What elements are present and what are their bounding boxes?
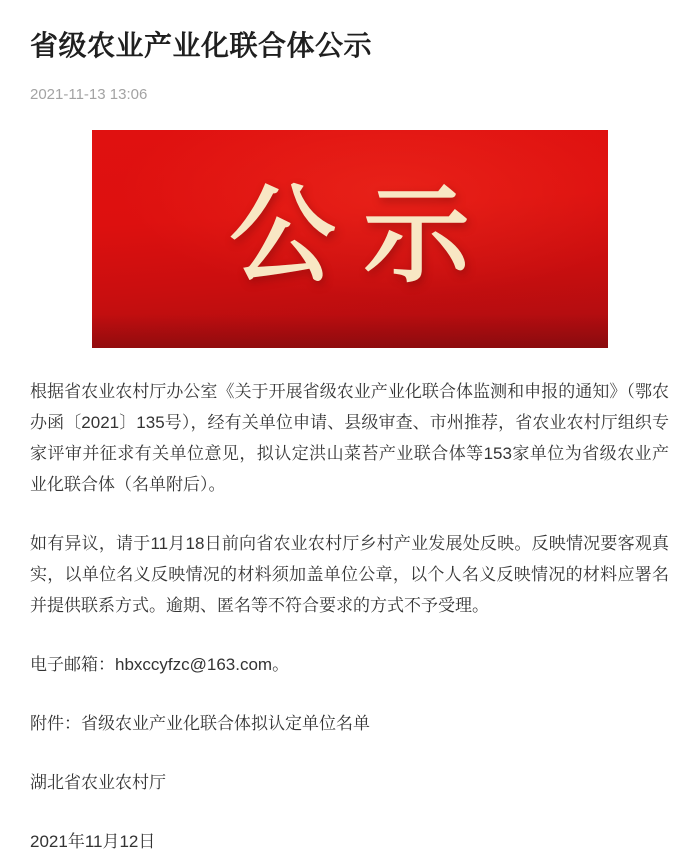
article-body bbox=[30, 376, 669, 857]
paragraph-objection-instructions: 如有异议，请于11月18日前向省农业农村厅乡村产业发展处反映。反映情况要客观真实，以单位名义反映情况的材料须加盖单位公章，以个人名义反映情况的材料应署名并提供联系方式。逾期、匿名等不符合要求的方式不予受理。 bbox=[30, 534, 669, 615]
paragraph-recognition-notice: 根据省农业农村厅办公室《关于开展省级农业产业化联合体监测和申报的通知》（鄂农办函〔2021〕135号），经有关单位申请、县级审查、市州推荐，省农业农村厅组织专家评审并征求有关单位意见，拟认定洪山菜苔产业联合体等153家单位为省级农业产业化联合体（名单附后）。 bbox=[30, 382, 669, 494]
paragraph-issuing-agency: 湖北省农业农村厅 bbox=[30, 773, 166, 792]
paragraph-attachment-reference: 附件：省级农业产业化联合体拟认定单位名单 bbox=[30, 714, 370, 733]
paragraph-contact-email: 电子邮箱：hbxccyfzc@163.com。 bbox=[30, 655, 290, 674]
paragraph-issue-date: 2021年11月12日 bbox=[30, 832, 156, 851]
banner-bottom-shade bbox=[92, 314, 608, 348]
publish-timestamp: 2021-11-13 13:06 bbox=[30, 86, 148, 103]
page-title: 省级农业产业化联合体公示 bbox=[30, 30, 373, 61]
announcement-banner-image bbox=[92, 130, 608, 348]
banner-caption-text: 公示 bbox=[229, 176, 498, 295]
